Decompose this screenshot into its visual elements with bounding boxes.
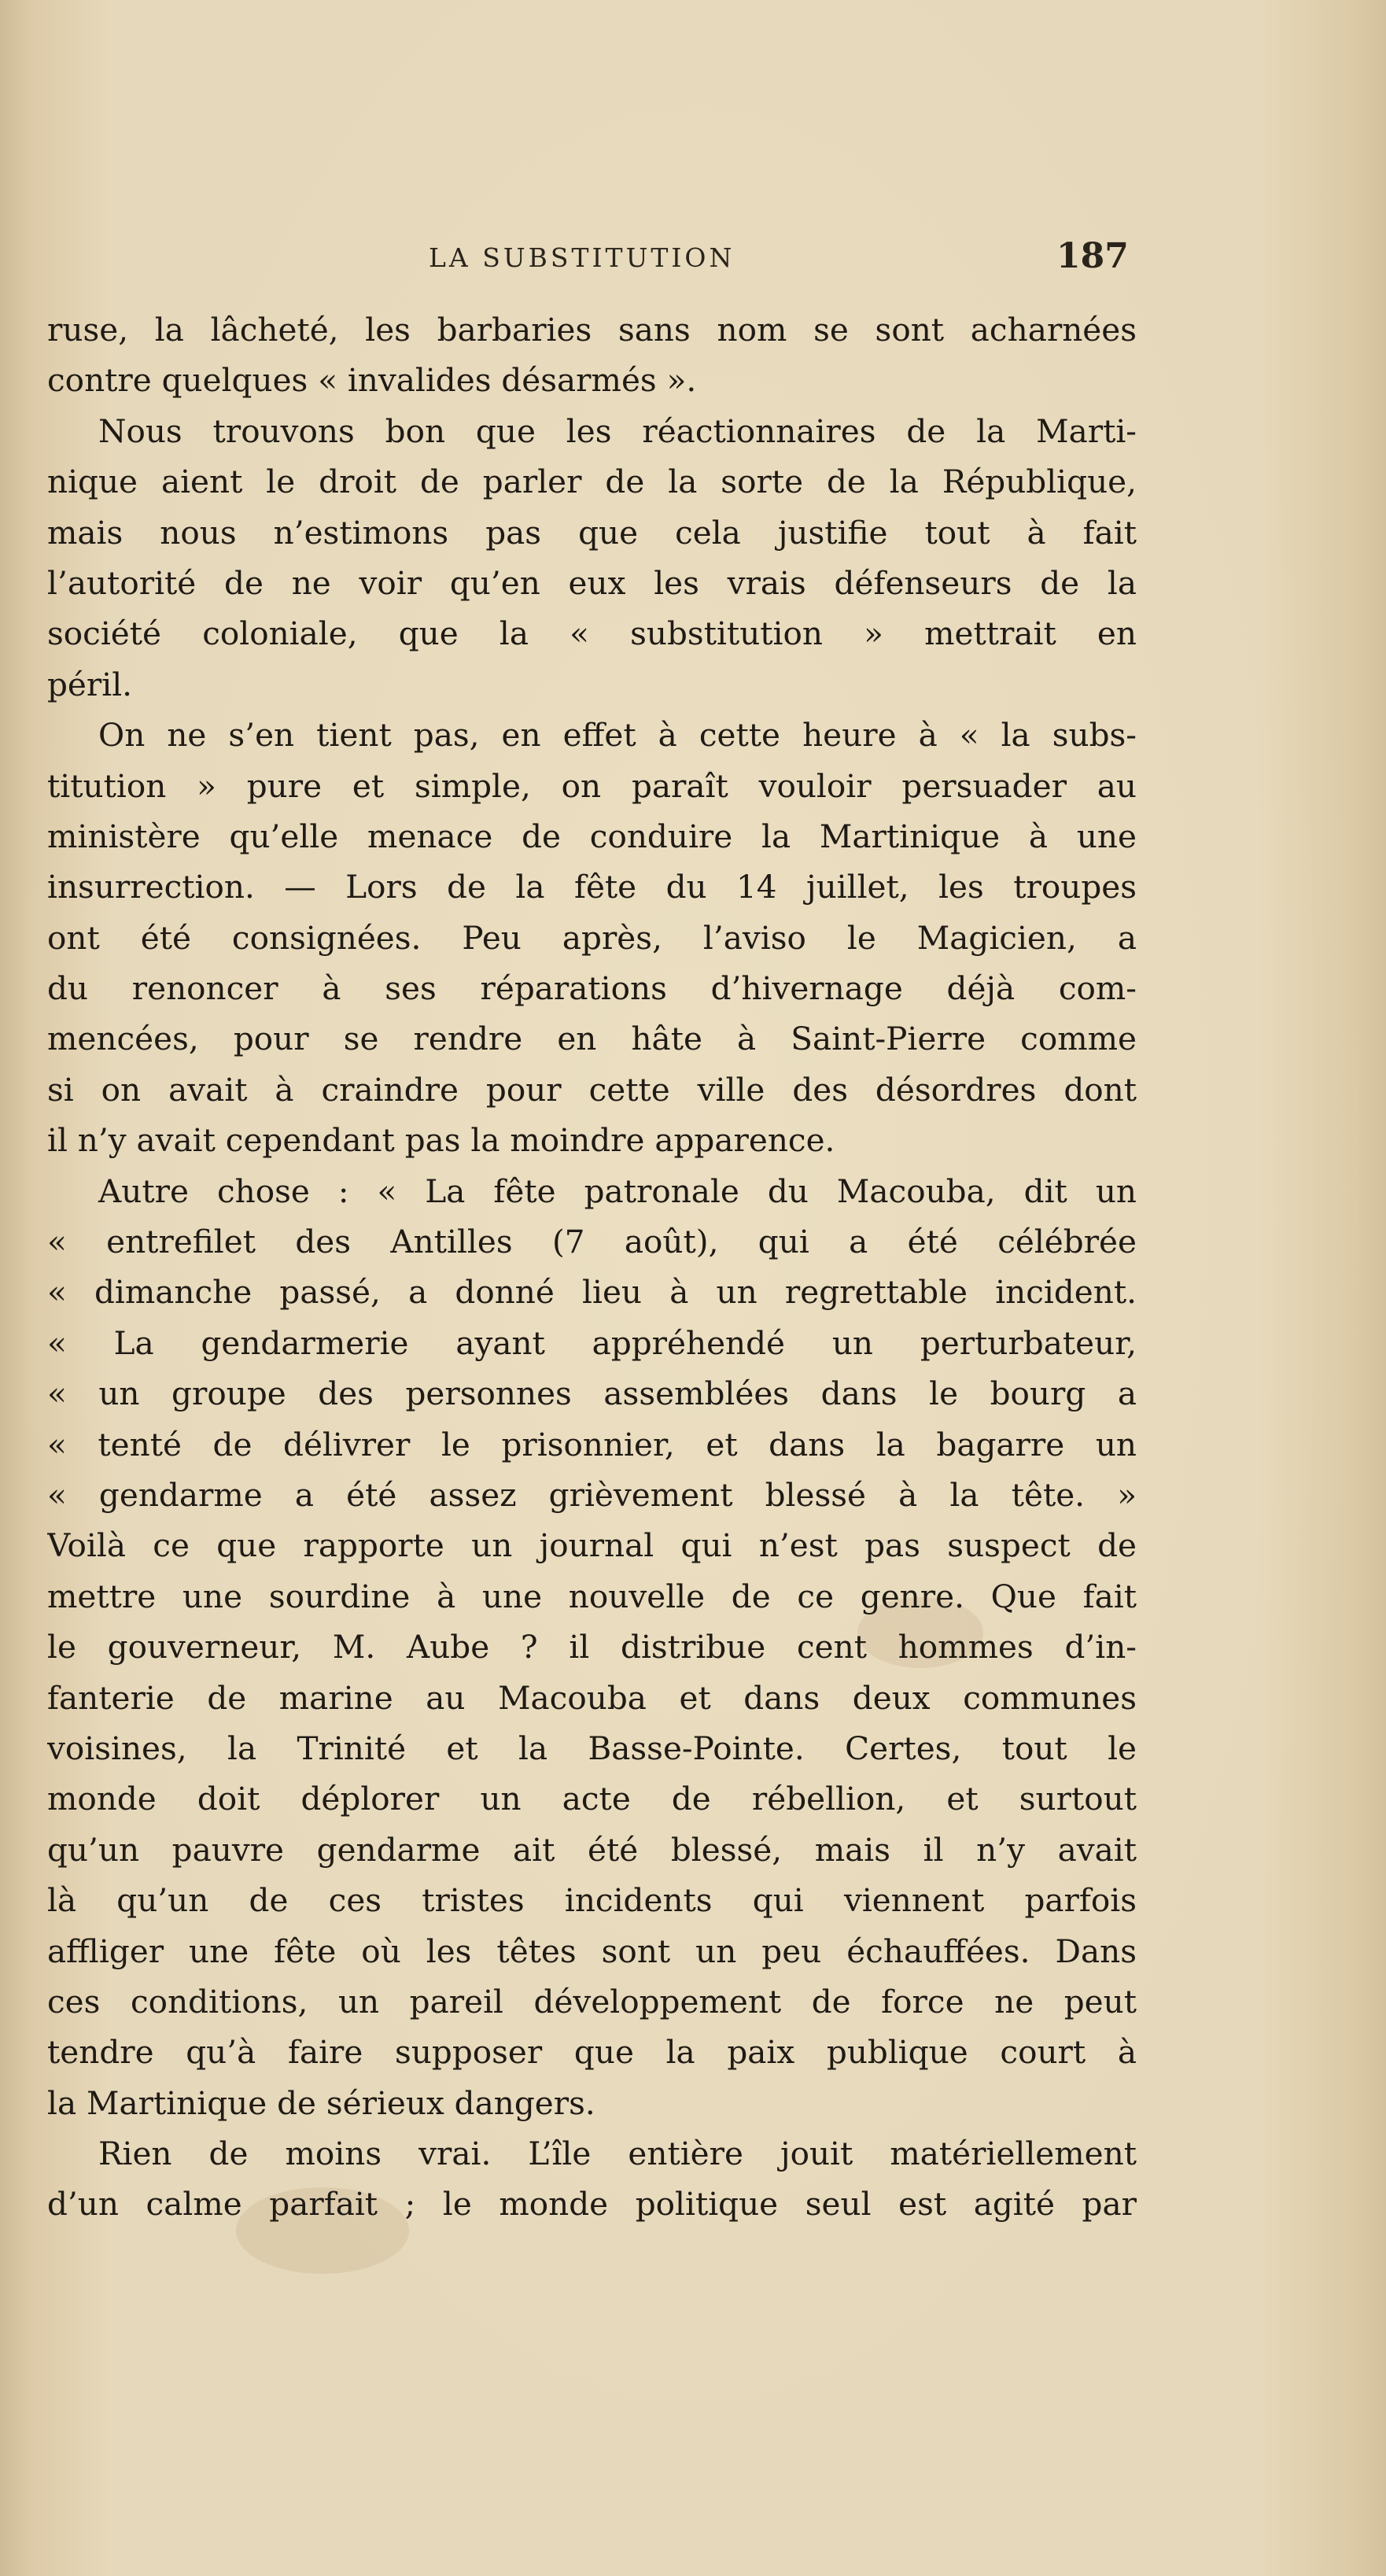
text-line: mais nous n’estimons pas que cela justifie tout à fait (47, 513, 1137, 552)
text-line: monde doit déplorer un acte de rébellion, et surtout (47, 1780, 1137, 1818)
text-line: « tenté de délivrer le prisonnier, et dans la bagarre un (47, 1425, 1137, 1463)
text-line: du renoncer à ses réparations d’hivernage déjà com- (47, 969, 1137, 1008)
text-line: l’autorité de ne voir qu’en eux les vrais défenseurs de la (47, 563, 1137, 602)
text-line: Nous trouvons bon que les réactionnaires de la Marti- (98, 411, 1137, 450)
text-line: « dimanche passé, a donné lieu à un regrettable incident. (47, 1273, 1137, 1312)
text-line: Rien de moins vrai. L’île entière jouit matériellement (98, 2135, 1137, 2173)
text-line: là qu’un de ces tristes incidents qui viennent parfois (47, 1881, 1137, 1920)
text-line: Autre chose : « La fête patronale du Macouba, dit un (98, 1172, 1137, 1210)
body-text (47, 304, 1137, 2230)
text-line: ont été consignées. Peu après, l’aviso le Magicien, a (47, 918, 1137, 957)
text-line: affliger une fête où les têtes sont un peu échauffées. Dans (47, 1932, 1137, 1970)
text-line: péril. (47, 665, 133, 703)
text-line: On ne s’en tient pas, en effet à cette heure à « la subs- (98, 716, 1137, 755)
text-line: ruse, la lâcheté, les barbaries sans nom se sont acharnées (47, 311, 1137, 349)
text-line: « La gendarmerie ayant appréhendé un perturbateur, (47, 1323, 1137, 1362)
text-line: d’un calme parfait ; le monde politique seul est agité par (47, 2185, 1137, 2224)
text-line: insurrection. — Lors de la fête du 14 juillet, les troupes (47, 868, 1137, 906)
text-line: titution » pure et simple, on paraît vouloir persuader au (47, 766, 1137, 805)
text-line: la Martinique de sérieux dangers. (47, 2083, 595, 2122)
text-line: nique aient le droit de parler de la sorte de la République, (47, 463, 1137, 501)
text-line: mencées, pour se rendre en hâte à Saint-Pierre comme (47, 1020, 1137, 1058)
text-line: Voilà ce que rapporte un journal qui n’est pas suspect de (47, 1526, 1137, 1565)
text-line: ces conditions, un pareil développement de force ne peut (47, 1982, 1137, 2021)
text-line: tendre qu’à faire supposer que la paix publique court à (47, 2033, 1137, 2072)
text-line: contre quelques « invalides désarmés ». (47, 361, 697, 400)
text-line: mettre une sourdine à une nouvelle de ce genre. Que fait (47, 1577, 1137, 1615)
text-line: qu’un pauvre gendarme ait été blessé, mais il n’y avait (47, 1830, 1137, 1869)
text-line: si on avait à craindre pour cette ville des désordres dont (47, 1070, 1137, 1109)
text-line: société coloniale, que la « substitution » mettrait en (47, 614, 1137, 653)
text-line: il n’y avait cependant pas la moindre apparence. (47, 1121, 835, 1160)
text-line: « gendarme a été assez grièvement blessé à la tête. » (47, 1475, 1137, 1514)
page-number: 187 (1056, 236, 1129, 276)
text-line: voisines, la Trinité et la Basse-Pointe. Certes, tout le (47, 1729, 1137, 1767)
text-line: le gouverneur, M. Aube ? il distribue cent hommes d’in- (47, 1628, 1137, 1666)
text-line: « un groupe des personnes assemblées dans le bourg a (47, 1375, 1137, 1413)
text-line: ministère qu’elle menace de conduire la Martinique à une (47, 817, 1137, 855)
running-title: LA SUBSTITUTION (429, 242, 735, 273)
running-head (0, 236, 1386, 283)
text-line: « entrefilet des Antilles (7 août), qui a été célébrée (47, 1223, 1137, 1261)
text-line: fanterie de marine au Macouba et dans deux communes (47, 1678, 1137, 1717)
